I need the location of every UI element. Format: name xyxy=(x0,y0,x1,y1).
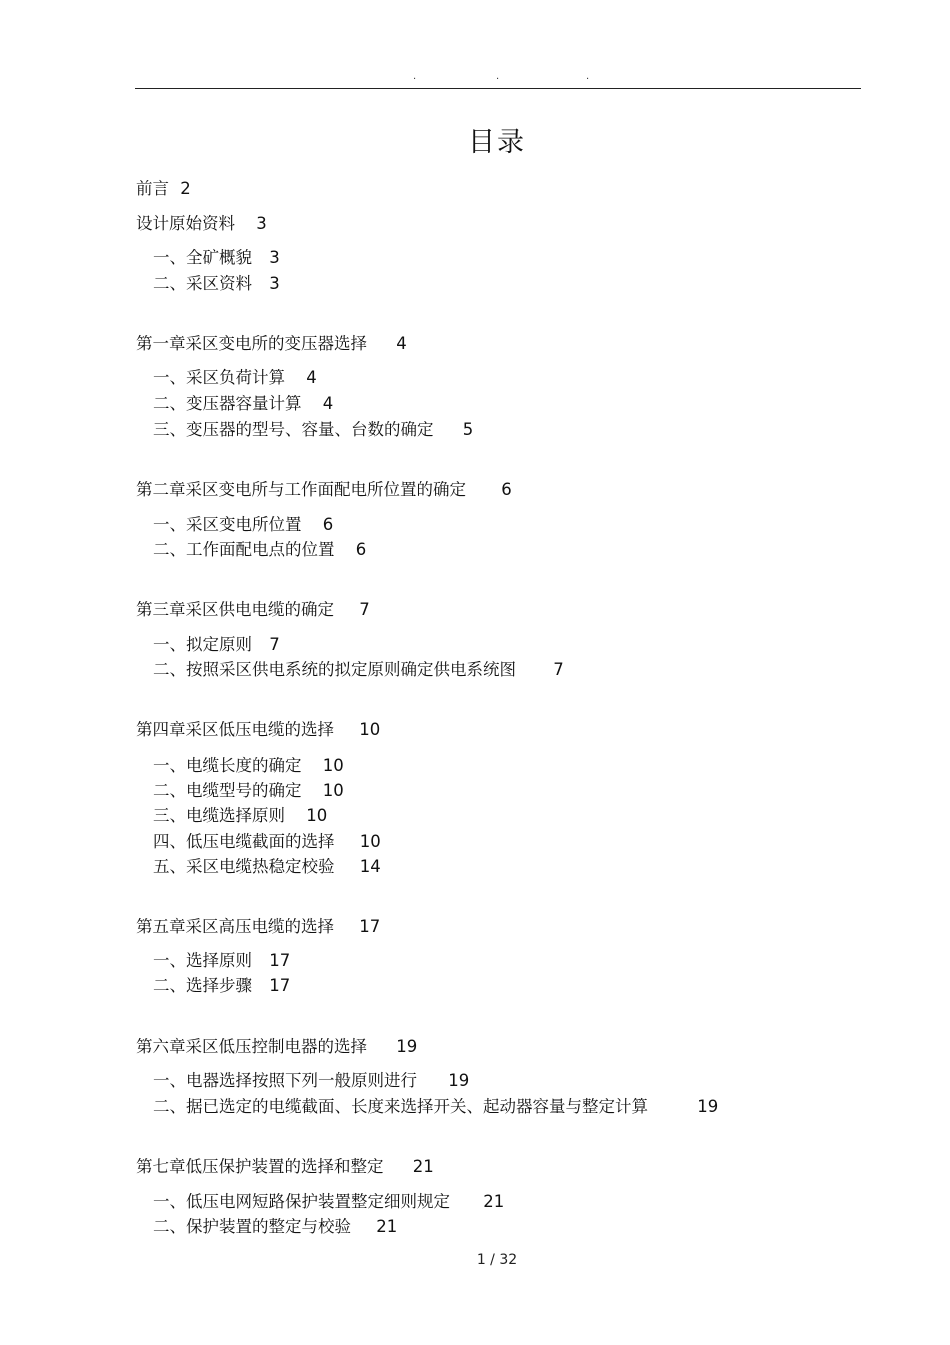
toc-entry-page: 5 xyxy=(462,420,474,439)
toc-entry-title: 一、电器选择按照下列一般原则进行 xyxy=(153,1071,417,1090)
toc-entry-title: 第四章采区低压电缆的选择 xyxy=(136,720,334,739)
toc-entry-page: 10 xyxy=(322,756,344,775)
toc-entry-page: 14 xyxy=(359,857,381,876)
toc-entry[interactable] xyxy=(153,274,280,294)
toc-entry-page: 19 xyxy=(697,1097,719,1116)
toc-entry[interactable] xyxy=(153,368,317,388)
toc-entry[interactable] xyxy=(153,806,327,826)
toc-entry-page: 6 xyxy=(355,540,367,559)
toc-entry[interactable] xyxy=(153,976,290,996)
toc-entry-page: 17 xyxy=(359,917,381,936)
toc-entry[interactable] xyxy=(136,179,191,199)
toc-entry-title: 二、采区资料 xyxy=(153,274,252,293)
toc-entry-page: 10 xyxy=(359,832,381,851)
toc-entry-title: 一、全矿概貌 xyxy=(153,248,252,267)
toc-entry-title: 第七章低压保护装置的选择和整定 xyxy=(136,1157,384,1176)
toc-entry-page: 4 xyxy=(306,368,317,387)
toc-entry-page: 6 xyxy=(501,480,512,499)
toc-entry-title: 二、据已选定的电缆截面、长度来选择开关、起动器容量与整定计算 xyxy=(153,1097,648,1116)
page-title: 目录 xyxy=(468,127,526,158)
toc-entry-title: 二、选择步骤 xyxy=(153,976,252,995)
toc-entry-title: 二、按照采区供电系统的拟定原则确定供电系统图 xyxy=(153,660,516,679)
toc-entry-page: 19 xyxy=(396,1037,418,1056)
toc-entry-page: 10 xyxy=(359,720,381,739)
toc-entry-title: 第五章采区高压电缆的选择 xyxy=(136,917,334,936)
toc-entry[interactable] xyxy=(153,248,280,268)
toc-entry-page: 3 xyxy=(269,274,280,293)
toc-entry-page: 3 xyxy=(256,214,267,233)
toc-entry-title: 前言 xyxy=(136,179,169,198)
toc-entry[interactable] xyxy=(153,1097,718,1117)
toc-chapter[interactable] xyxy=(136,480,512,500)
toc-entry-page: 7 xyxy=(269,635,280,654)
toc-entry[interactable] xyxy=(153,857,381,877)
toc-entry-page: 2 xyxy=(180,179,191,198)
toc-entry-title: 四、低压电缆截面的选择 xyxy=(153,832,335,851)
toc-entry-page: 3 xyxy=(269,248,280,267)
toc-entry-title: 二、保护装置的整定与校验 xyxy=(153,1217,351,1236)
toc-entry-page: 6 xyxy=(322,515,334,534)
page-indicator: 1 / 32 xyxy=(476,1252,518,1268)
toc-entry-title: 二、电缆型号的确定 xyxy=(153,781,302,800)
toc-entry-page: 17 xyxy=(269,976,291,995)
toc-entry[interactable] xyxy=(153,756,344,776)
toc-entry-page: 21 xyxy=(376,1217,398,1236)
toc-entry-title: 二、变压器容量计算 xyxy=(153,394,302,413)
toc-entry-title: 五、采区电缆热稳定校验 xyxy=(153,857,335,876)
toc-chapter[interactable] xyxy=(136,720,380,740)
header-dot: . xyxy=(586,71,590,82)
toc-entry-title: 第一章采区变电所的变压器选择 xyxy=(136,334,367,353)
toc-entry-page: 17 xyxy=(269,951,291,970)
toc-entry-page: 4 xyxy=(396,334,407,353)
toc-entry-title: 三、电缆选择原则 xyxy=(153,806,285,825)
toc-chapter[interactable] xyxy=(136,1037,417,1057)
toc-entry[interactable] xyxy=(153,832,381,852)
toc-entry-title: 第三章采区供电电缆的确定 xyxy=(136,600,334,619)
toc-entry-title: 一、采区变电所位置 xyxy=(153,515,302,534)
header-rule xyxy=(135,88,861,89)
header-dot: . xyxy=(496,71,500,82)
toc-entry-title: 第六章采区低压控制电器的选择 xyxy=(136,1037,367,1056)
toc-entry-title: 一、电缆长度的确定 xyxy=(153,756,302,775)
toc-entry[interactable] xyxy=(153,660,564,680)
toc-entry[interactable] xyxy=(153,1217,397,1237)
toc-entry-title: 二、工作面配电点的位置 xyxy=(153,540,335,559)
toc-entry-page: 4 xyxy=(322,394,334,413)
toc-chapter[interactable] xyxy=(136,600,370,620)
toc-entry-title: 一、采区负荷计算 xyxy=(153,368,285,387)
toc-entry[interactable] xyxy=(153,635,280,655)
toc-entry[interactable] xyxy=(153,951,290,971)
toc-entry-page: 10 xyxy=(306,806,328,825)
toc-entry-page: 10 xyxy=(322,781,344,800)
toc-entry-page: 21 xyxy=(483,1192,505,1211)
toc-chapter[interactable] xyxy=(136,1157,434,1177)
toc-entry-title: 一、拟定原则 xyxy=(153,635,252,654)
toc-entry[interactable] xyxy=(153,1071,469,1091)
header-dots xyxy=(0,72,950,86)
toc-entry[interactable] xyxy=(153,1192,504,1212)
toc-entry[interactable] xyxy=(153,515,333,535)
toc-entry-page: 7 xyxy=(553,660,564,679)
toc-entry-title: 设计原始资料 xyxy=(136,214,235,233)
toc-entry-page: 21 xyxy=(412,1157,434,1176)
toc-entry-page: 19 xyxy=(448,1071,470,1090)
toc-entry[interactable] xyxy=(136,214,267,234)
header-dot: . xyxy=(413,71,417,82)
toc-entry-title: 一、低压电网短路保护装置整定细则规定 xyxy=(153,1192,450,1211)
toc-entry[interactable] xyxy=(153,781,344,801)
toc-entry[interactable] xyxy=(153,420,473,440)
toc-entry-title: 三、变压器的型号、容量、台数的确定 xyxy=(153,420,434,439)
toc-entry[interactable] xyxy=(153,540,366,560)
toc-entry-page: 7 xyxy=(359,600,370,619)
toc-entry[interactable] xyxy=(153,394,333,414)
toc-entry-title: 一、选择原则 xyxy=(153,951,252,970)
toc-chapter[interactable] xyxy=(136,917,380,937)
toc-entry-title: 第二章采区变电所与工作面配电所位置的确定 xyxy=(136,480,466,499)
toc-chapter[interactable] xyxy=(136,334,407,354)
